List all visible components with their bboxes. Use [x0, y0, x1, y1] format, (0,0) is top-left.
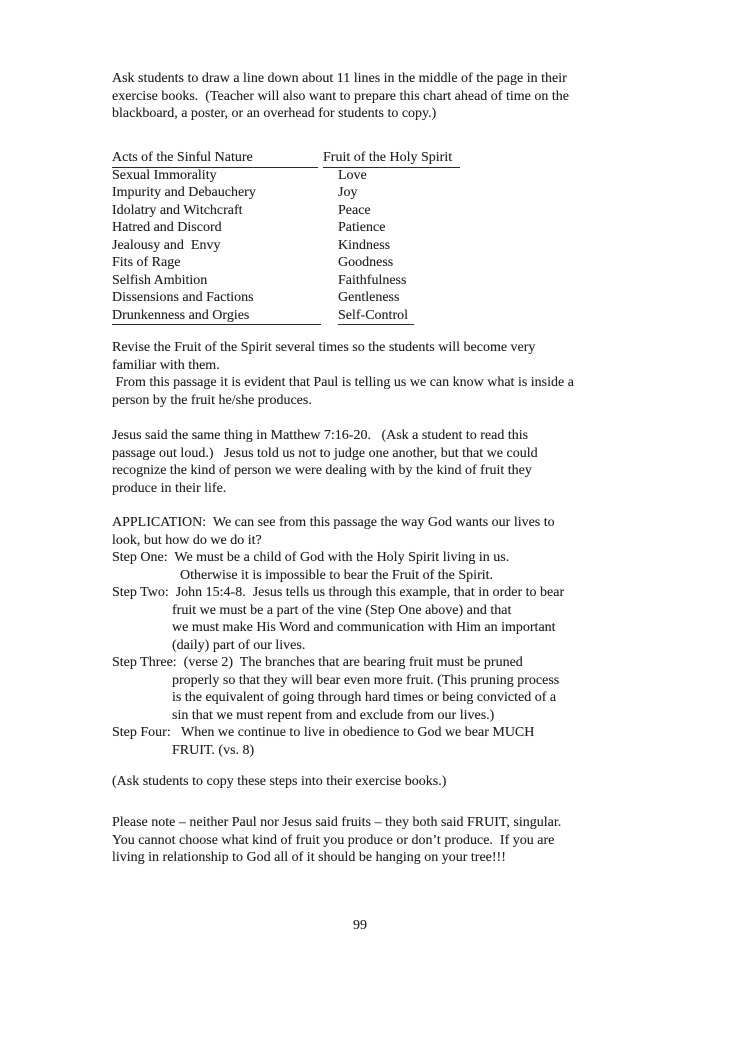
- sin-cell: Impurity and Debauchery: [112, 185, 256, 200]
- step-continuation-line: we must make His Word and communication with Him an important: [172, 620, 556, 635]
- revise-line: familiar with them.: [112, 357, 220, 373]
- step-two: [112, 584, 564, 654]
- step-four: [112, 724, 564, 759]
- chart-row: [112, 184, 460, 202]
- application-heading-line: look, but how do we do it?: [112, 532, 262, 548]
- step-continuation-line: Otherwise it is impossible to bear the Fruit of the Spirit.: [180, 567, 494, 583]
- fruit-cell: Patience: [338, 220, 386, 235]
- matthew-paragraph: [112, 427, 538, 497]
- step-three: [112, 654, 564, 724]
- step-one: [112, 549, 564, 584]
- chart-row-last: [112, 307, 460, 325]
- fruit-cell: Peace: [338, 202, 371, 218]
- step-continuation-line: fruit we must be a part of the vine (Step One above) and that: [172, 602, 512, 618]
- chart-row: [112, 202, 460, 220]
- revise-line: From this passage it is evident that Paul is telling us we can know what is inside a: [112, 375, 574, 390]
- chart-header-row: [112, 149, 460, 167]
- chart-header-left: Acts of the Sinful Nature: [112, 149, 318, 168]
- step-continuation-line: (daily) part of our lives.: [172, 637, 306, 653]
- step-continuation-line: sin that we must repent from and exclude from our lives.): [172, 707, 495, 723]
- chart-row: [112, 289, 460, 307]
- step-first-line: Step Three: (verse 2) The branches that are bearing fruit must be pruned: [112, 655, 523, 670]
- sin-cell: Fits of Rage: [112, 255, 181, 270]
- fruit-cell: Goodness: [338, 255, 394, 270]
- ask-copy-line: (Ask students to copy these steps into their exercise books.): [112, 774, 447, 789]
- step-first-line: Step One: We must be a child of God with the Holy Spirit living in us.: [112, 550, 510, 565]
- fruit-cell: Joy: [338, 185, 358, 200]
- sin-vs-fruit-chart: [112, 149, 460, 324]
- revise-line: Revise the Fruit of the Spirit several times so the students will become very: [112, 340, 536, 355]
- fruit-cell: Self-Control: [338, 307, 414, 326]
- intro-line: exercise books. (Teacher will also want to prepare this chart ahead of time on the: [112, 88, 569, 104]
- sin-cell: Dissensions and Factions: [112, 290, 254, 305]
- final-note-line: You cannot choose what kind of fruit you produce or don’t produce. If you are: [112, 832, 555, 848]
- final-note-line: living in relationship to God all of it should be hanging on your tree!!!: [112, 850, 506, 865]
- sin-cell: Hatred and Discord: [112, 220, 222, 235]
- chart-row: [112, 254, 460, 272]
- fruit-cell: Faithfulness: [338, 272, 407, 288]
- intro-paragraph: [112, 70, 569, 123]
- chart-row: [112, 237, 460, 255]
- fruit-cell: Gentleness: [338, 290, 400, 305]
- chart-row: [112, 167, 460, 185]
- sin-cell: Idolatry and Witchcraft: [112, 202, 243, 218]
- matthew-line: recognize the kind of person we were dealing with by the kind of fruit they: [112, 463, 532, 478]
- step-continuation-line: FRUIT. (vs. 8): [172, 742, 255, 758]
- matthew-line: passage out loud.) Jesus told us not to judge one another, but that we could: [112, 445, 538, 461]
- ask-copy-note: [112, 773, 446, 791]
- sin-cell: Selfish Ambition: [112, 272, 208, 288]
- final-note-paragraph: [112, 814, 561, 867]
- page-number: 99: [353, 918, 367, 933]
- sin-cell: Sexual Immorality: [112, 167, 217, 183]
- chart-row: [112, 272, 460, 290]
- matthew-line: produce in their life.: [112, 480, 227, 496]
- sin-cell: Drunkenness and Orgies: [112, 307, 321, 326]
- application-section: [112, 514, 564, 759]
- intro-line: blackboard, a poster, or an overhead for students to copy.): [112, 106, 437, 121]
- fruit-cell: Love: [338, 167, 367, 183]
- fruit-cell: Kindness: [338, 237, 391, 253]
- final-note-line: Please note – neither Paul nor Jesus said fruits – they both said FRUIT, singular.: [112, 815, 562, 830]
- application-heading-line: APPLICATION: We can see from this passage the way God wants our lives to: [112, 515, 555, 530]
- step-first-line: Step Two: John 15:4-8. Jesus tells us through this example, that in order to bear: [112, 585, 565, 600]
- chart-row: [112, 219, 460, 237]
- matthew-line: Jesus said the same thing in Matthew 7:16-20. (Ask a student to read this: [112, 428, 529, 443]
- chart-header-right: Fruit of the Holy Spirit: [323, 149, 460, 168]
- revise-paragraph: [112, 339, 574, 409]
- intro-line: Ask students to draw a line down about 11 lines in the middle of the page in their: [112, 71, 567, 86]
- step-continuation-line: properly so that they will bear even more fruit. (This pruning process: [172, 672, 560, 688]
- revise-line: person by the fruit he/she produces.: [112, 392, 312, 408]
- step-continuation-line: is the equivalent of going through hard times or being convicted of a: [172, 690, 557, 705]
- step-first-line: Step Four: When we continue to live in obedience to God we bear MUCH: [112, 725, 535, 740]
- sin-cell: Jealousy and Envy: [112, 237, 221, 253]
